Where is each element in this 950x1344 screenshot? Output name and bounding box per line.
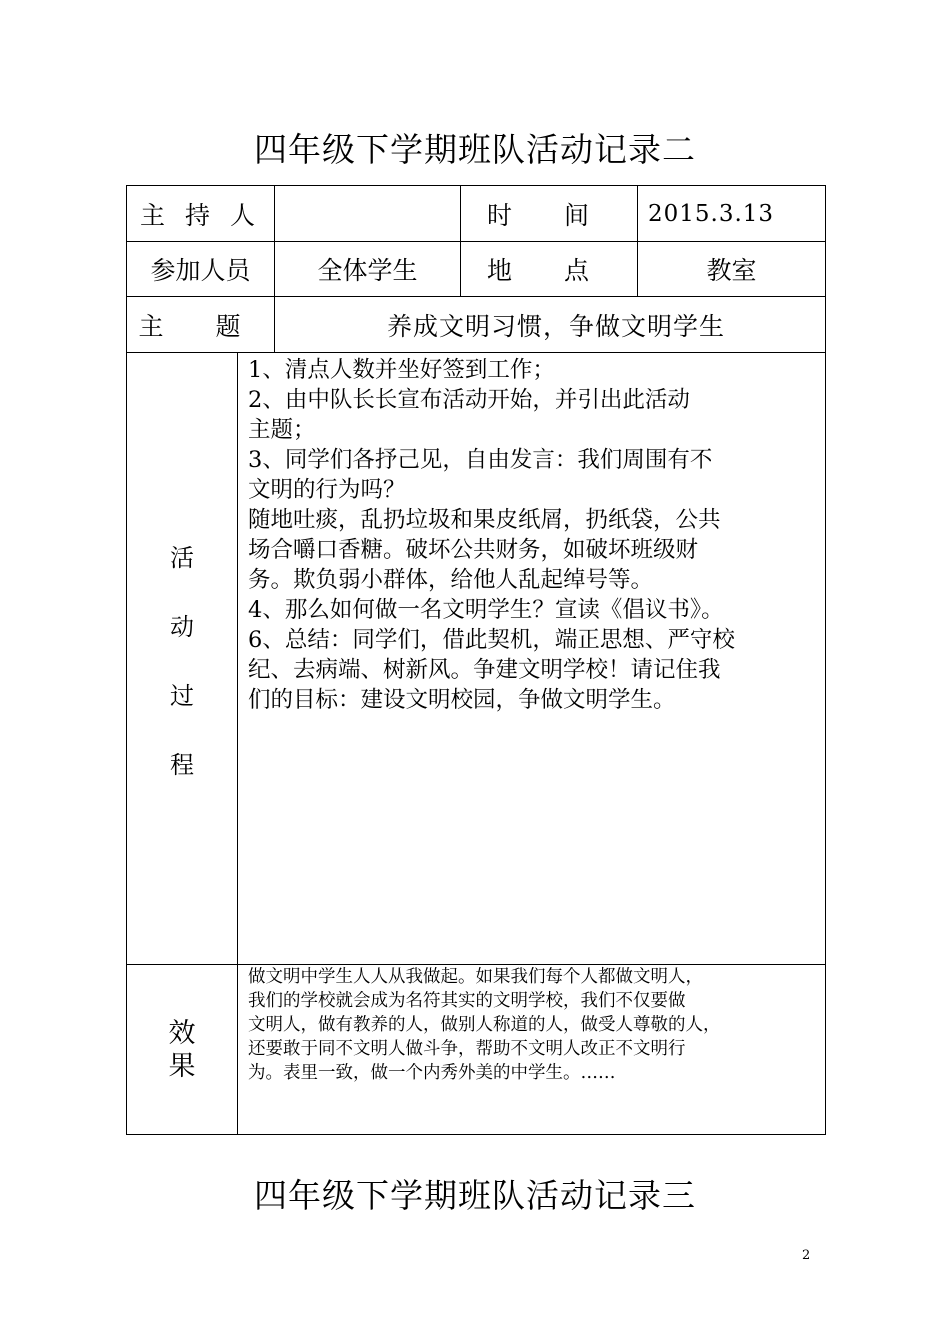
effect-line: 还要敢于同不文明人做斗争，帮助不文明人改正不文明行 bbox=[248, 1039, 686, 1059]
host-label: 主 持 人 bbox=[126, 185, 275, 242]
activity-process-label-char: 活 bbox=[170, 543, 194, 572]
page-number: 2 bbox=[802, 1248, 811, 1263]
process-line: 场合嚼口香糖。破坏公共财务，如破坏班级财 bbox=[248, 537, 699, 563]
time-value: 2015.3.13 bbox=[637, 185, 826, 242]
topic-label: 主 题 bbox=[126, 296, 275, 353]
activity-process-label-char: 过 bbox=[170, 681, 194, 710]
process-line: 4、那么如何做一名文明学生？宣读《倡议书》。 bbox=[248, 597, 724, 623]
effect-label-char: 效 bbox=[168, 1017, 196, 1049]
location-value: 教室 bbox=[637, 241, 826, 297]
activity-process-label-char: 动 bbox=[170, 612, 194, 641]
process-line: 主题； bbox=[248, 417, 316, 443]
effect-line: 文明人，做有教养的人，做别人称道的人，做受人尊敬的人， bbox=[248, 1015, 721, 1035]
location-label: 地 点 bbox=[460, 241, 638, 297]
effect-line: 为。表里一致，做一个内秀外美的中学生。…… bbox=[248, 1063, 616, 1083]
activity-process-content bbox=[237, 352, 826, 965]
host-value bbox=[274, 185, 461, 242]
next-page-title: 四年级下学期班队活动记录三 bbox=[254, 1176, 696, 1215]
topic-value: 养成文明习惯，争做文明学生 bbox=[274, 296, 826, 353]
participants-label: 参加人员 bbox=[126, 241, 275, 297]
process-line: 6、总结：同学们，借此契机，端正思想、严守校 bbox=[248, 627, 735, 653]
process-line: 2、由中队长长宣布活动开始，并引出此活动 bbox=[248, 387, 690, 413]
effect-content bbox=[237, 964, 826, 1135]
page-title: 四年级下学期班队活动记录二 bbox=[254, 130, 696, 169]
process-line: 务。欺负弱小群体，给他人乱起绰号等。 bbox=[248, 567, 654, 593]
activity-process-label bbox=[126, 352, 238, 965]
process-line: 3、同学们各抒己见，自由发言：我们周围有不 bbox=[248, 447, 713, 473]
effect-line: 做文明中学生人人从我做起。如果我们每个人都做文明人， bbox=[248, 967, 703, 987]
process-line: 随地吐痰，乱扔垃圾和果皮纸屑，扔纸袋，公共 bbox=[248, 507, 721, 533]
time-label: 时 间 bbox=[460, 185, 638, 242]
process-line: 们的目标：建设文明校园，争做文明学生。 bbox=[248, 687, 676, 713]
effect-label-char: 果 bbox=[168, 1050, 196, 1082]
effect-label bbox=[126, 964, 238, 1135]
effect-line: 我们的学校就会成为名符其实的文明学校，我们不仅要做 bbox=[248, 991, 686, 1011]
process-line: 1、清点人数并坐好签到工作； bbox=[248, 357, 555, 383]
process-line: 文明的行为吗？ bbox=[248, 477, 406, 503]
process-line: 纪、去病端、树新风。争建文明学校！请记住我 bbox=[248, 657, 721, 683]
participants-value: 全体学生 bbox=[274, 241, 461, 297]
activity-process-label-char: 程 bbox=[170, 750, 194, 779]
